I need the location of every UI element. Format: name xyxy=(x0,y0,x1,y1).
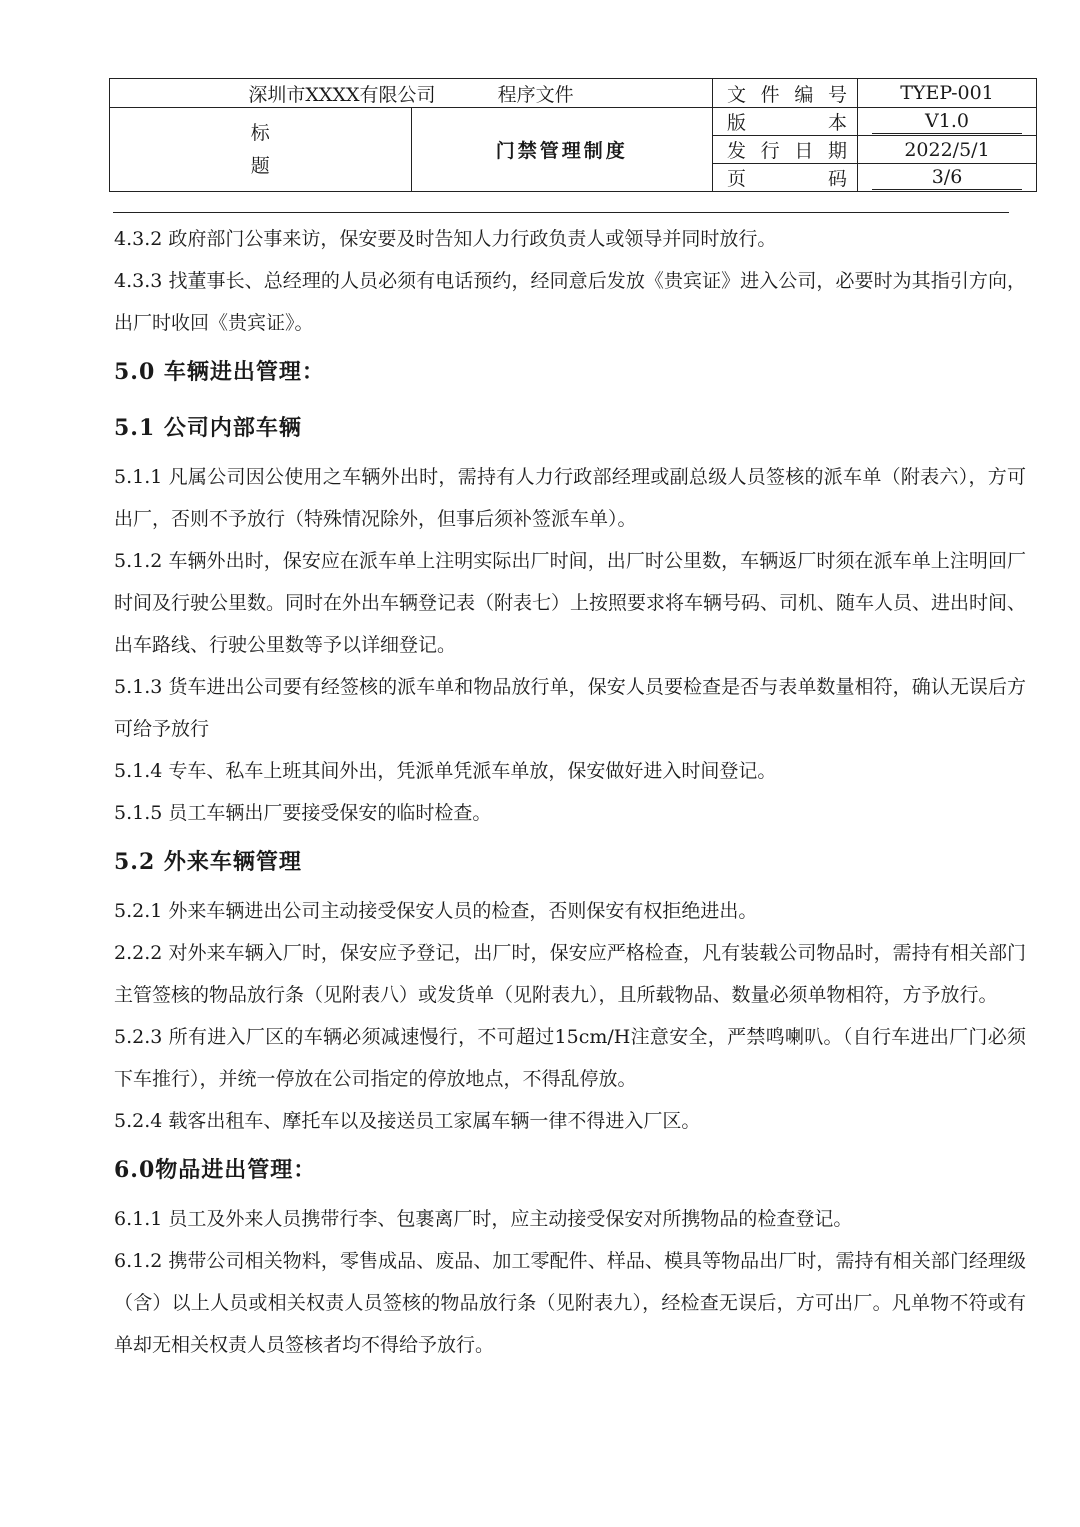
document-body xyxy=(114,218,1026,1366)
document-header-table xyxy=(109,78,1037,192)
paragraph-4-3-2: 4.3.2 政府部门公事来访，保安要及时告知人力行政负责人或领导并同时放行。 xyxy=(114,228,777,250)
section-heading-5-0: 5.0 车辆进出管理： xyxy=(114,359,325,385)
document-type: 程序文件 xyxy=(497,83,574,106)
page-number: 3/6 xyxy=(872,165,1022,190)
meta-key-char: 版 xyxy=(727,112,747,134)
paragraph-5-1-2: 5.1.2 车辆外出时，保安应在派车单上注明实际出厂时间，出厂时公里数，车辆返厂时须在派车单上注明回厂时间及行驶公里数。同时在外出车辆登记表（附表七）上按照要求将车辆号码、司机、随车人员、进出时间、出车路线、行驶公里数等予以详细登记。 xyxy=(114,550,1027,656)
section-heading-5-1: 5.1 公司内部车辆 xyxy=(114,415,302,441)
paragraph-2-2-2: 2.2.2 对外来车辆入厂时，保安应予登记，出厂时，保安应严格检查，凡有装载公司物品时，需持有相关部门主管签核的物品放行条（见附表八）或发货单（见附表九），且所载物品、数量必须单物相符，方予放行。 xyxy=(114,942,1026,1006)
paragraph-5-2-4: 5.2.4 载客出租车、摩托车以及接送员工家属车辆一律不得进入厂区。 xyxy=(114,1110,701,1132)
meta-key-char: 码 xyxy=(827,168,847,190)
paragraph-6-1-2: 6.1.2 携带公司相关物料，零售成品、废品、加工零配件、样品、模具等物品出厂时，需持有相关部门经理级（含）以上人员或相关权责人员签核的物品放行条（见附表九），经检查无误后，方可出厂。凡单物不符或有单却无相关权责人员签核者均不得给予放行。 xyxy=(114,1250,1026,1356)
paragraph-5-2-3: 5.2.3 所有进入厂区的车辆必须减速慢行，不可超过15cm/H注意安全，严禁鸣喇叭。（自行车进出厂门必须下车推行），并统一停放在公司指定的停放地点，不得乱停放。 xyxy=(114,1026,1026,1090)
paragraph-5-1-1: 5.1.1 凡属公司因公使用之车辆外出时，需持有人力行政部经理或副总级人员签核的派车单（附表六），方可出厂，否则不予放行（特殊情况除外，但事后须补签派车单）。 xyxy=(114,466,1026,530)
meta-value-page xyxy=(858,164,1037,192)
meta-key-char: 号 xyxy=(827,83,847,106)
meta-key-char: 行 xyxy=(760,140,780,162)
meta-value-doc-number xyxy=(858,79,1037,108)
meta-value-issue-date xyxy=(858,136,1037,164)
company-name: 深圳市XXXX有限公司 xyxy=(248,83,436,106)
header-divider xyxy=(113,212,1009,213)
title-label-char: 标 xyxy=(250,121,270,144)
title-label-cell xyxy=(110,108,412,192)
meta-key-char: 发 xyxy=(727,140,747,162)
meta-key-char: 件 xyxy=(760,83,780,106)
paragraph-5-1-5: 5.1.5 员工车辆出厂要接受保安的临时检查。 xyxy=(114,802,492,824)
title-label-char: 题 xyxy=(250,154,270,177)
document-title: 门禁管理制度 xyxy=(411,108,713,192)
meta-key-page xyxy=(713,164,858,192)
paragraph-5-2-1: 5.2.1 外来车辆进出公司主动接受保安人员的检查，否则保安有权拒绝进出。 xyxy=(114,900,758,922)
paragraph-6-1-1: 6.1.1 员工及外来人员携带行李、包裹离厂时，应主动接受保安对所携物品的检查登记。 xyxy=(114,1208,853,1230)
section-heading-5-2: 5.2 外来车辆管理 xyxy=(114,849,302,875)
meta-key-issue-date xyxy=(713,136,858,164)
meta-key-doc-number xyxy=(713,79,858,108)
paragraph-5-1-4: 5.1.4 专车、私车上班其间外出，凭派单凭派车单放，保安做好进入时间登记。 xyxy=(114,760,777,782)
meta-key-char: 文 xyxy=(727,83,747,106)
paragraph-4-3-3: 4.3.3 找董事长、总经理的人员必须有电话预约，经同意后发放《贵宾证》进入公司，必要时为其指引方向，出厂时收回《贵宾证》。 xyxy=(114,270,1026,334)
meta-key-char: 期 xyxy=(827,140,847,162)
meta-value-version xyxy=(858,108,1037,136)
meta-key-char: 编 xyxy=(794,83,814,106)
issue-date: 2022/5/1 xyxy=(904,138,990,161)
meta-key-version xyxy=(713,108,858,136)
meta-key-char: 日 xyxy=(794,140,814,162)
version: V1.0 xyxy=(872,109,1022,134)
meta-key-char: 本 xyxy=(827,112,847,134)
company-cell xyxy=(110,79,713,108)
meta-key-char: 页 xyxy=(727,168,747,190)
section-heading-6-0: 6.0物品进出管理： xyxy=(114,1157,317,1183)
paragraph-5-1-3: 5.1.3 货车进出公司要有经签核的派车单和物品放行单，保安人员要检查是否与表单数量相符，确认无误后方可给予放行 xyxy=(114,676,1026,740)
doc-number: TYEP-001 xyxy=(900,82,994,104)
